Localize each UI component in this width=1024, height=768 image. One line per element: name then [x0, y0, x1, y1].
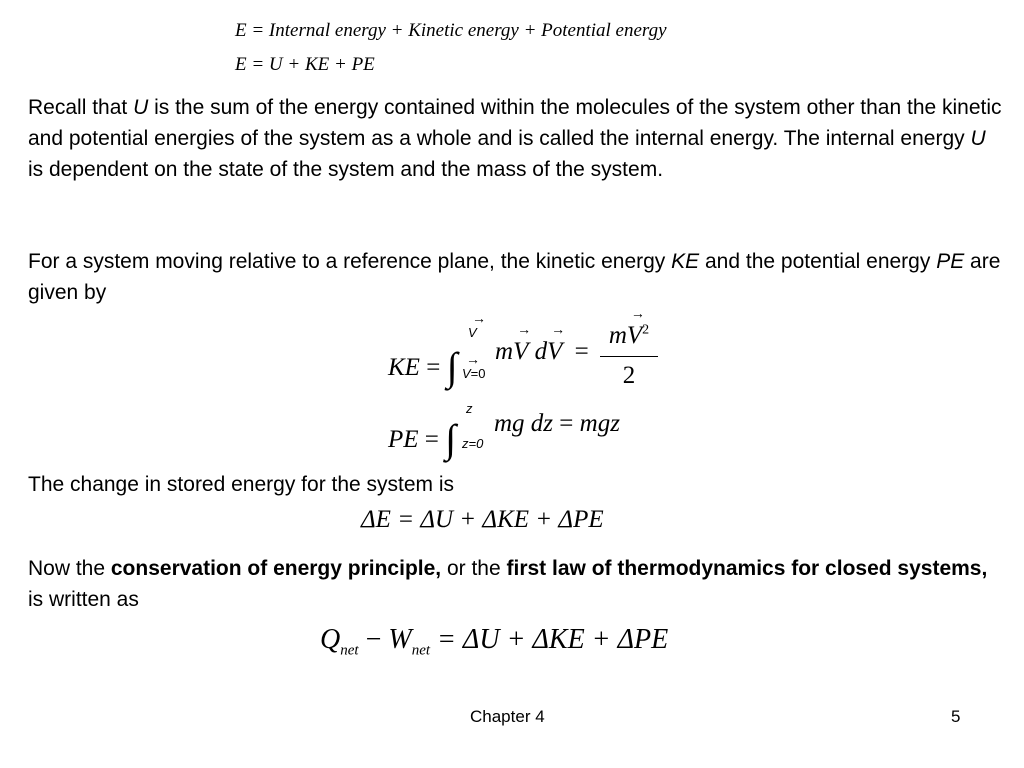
para2-text-2: and the potential energy — [699, 250, 937, 273]
ke-fraction-numerator: $m\to V^2$ — [600, 322, 658, 350]
ke-fraction-bar — [600, 356, 658, 357]
para1-text-2: is the sum of the energy contained within the molecules of the system other than the kinetic and potential energies of the system as a whole and is called the internal energy. The internal energy — [28, 96, 1002, 150]
ke-integral-sign: ∫ — [446, 344, 458, 389]
potential-energy-equation — [388, 410, 457, 461]
footer-chapter: Chapter 4 — [470, 707, 545, 726]
para2-text-1: For a system moving relative to a reference plane, the kinetic energy — [28, 250, 672, 273]
para1-text-1: Recall that — [28, 96, 134, 119]
para1-symbol-u: U — [133, 96, 149, 119]
conservation-principle-term: conservation of energy principle, — [110, 557, 442, 580]
pe-equals-2: = — [559, 410, 574, 437]
ke-equals: = — [426, 354, 441, 381]
kinetic-energy-equation — [388, 338, 458, 389]
ke-upper-limit: → V — [468, 325, 477, 340]
first-law-equation: $Q_{net} - W_{net} = \Delta U + \Delta KE + \Delta PE$ — [320, 624, 669, 659]
energy-symbol-equation: E = U + KE + PE — [235, 54, 375, 75]
first-law-comma: , — [981, 557, 988, 580]
first-law-term: first law of thermodynamics for closed systems — [506, 557, 982, 580]
ke-fraction-denominator: 2 — [622, 362, 636, 389]
pe-integral-sign: ∫ — [445, 416, 457, 461]
para4-text-1: Now the — [28, 557, 111, 580]
ke-equals-2: = — [574, 338, 589, 365]
para2-symbol-ke: KE — [671, 250, 700, 273]
ke-integrand: m→ V d→ V = — [495, 338, 589, 366]
para1-symbol-u-2: U — [970, 127, 986, 150]
footer-page-number: 5 — [951, 707, 961, 726]
para4-text-2: or the — [441, 557, 507, 580]
pe-upper-limit: z — [466, 401, 473, 416]
pe-integrand: mg dz = mgz — [494, 410, 620, 437]
conservation-paragraph — [28, 553, 1003, 615]
para2-symbol-pe: PE — [936, 250, 965, 273]
kinetic-potential-paragraph — [28, 246, 1003, 308]
para2-text-3: are given by — [28, 250, 1001, 304]
pe-equals: = — [424, 426, 439, 453]
stored-energy-change-equation: ΔE = ΔU + ΔKE + ΔPE — [361, 506, 604, 533]
pe-lower-limit: z=0 — [462, 436, 484, 451]
pe-rhs: mgz — [579, 410, 620, 437]
ke-lhs: KE — [388, 354, 420, 381]
energy-definition-equation: E = Internal energy + Kinetic energy + Potential energy — [235, 20, 667, 41]
internal-energy-paragraph — [28, 92, 1003, 185]
pe-lhs: PE — [388, 426, 419, 453]
ke-lower-limit: → V=0 — [462, 366, 486, 381]
stored-energy-paragraph: The change in stored energy for the system is — [28, 473, 455, 496]
para1-text-3: is dependent on the state of the system and the mass of the system. — [28, 158, 664, 181]
para4-text-3: is written as — [28, 588, 139, 611]
